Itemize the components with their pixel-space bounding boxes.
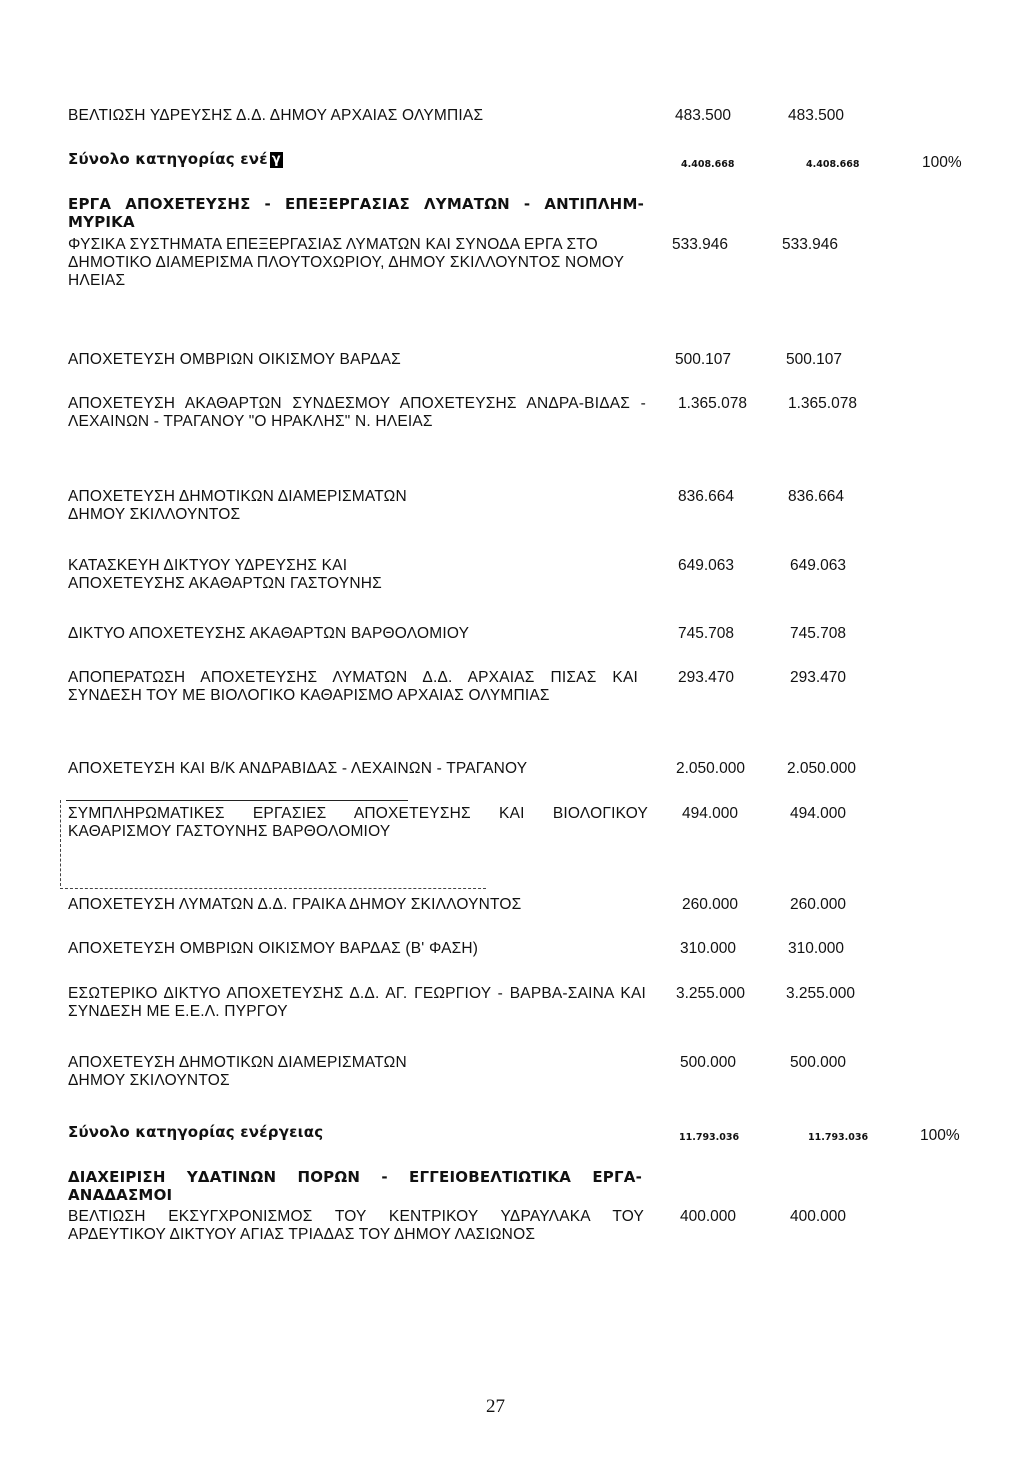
item-budget-value: 649.063 — [678, 557, 735, 574]
item-budget-value: 533.946 — [672, 236, 729, 253]
item-budget-value: 260.000 — [682, 896, 739, 913]
item-budget-value: 500.107 — [675, 351, 732, 368]
item-contract-value: 500.000 — [790, 1054, 847, 1071]
item-description: ΣΥΜΠΛΗΡΩΜΑΤΙΚΕΣ ΕΡΓΑΣΙΕΣ ΑΠΟΧΕΤΕΥΣΗΣ ΚΑΙ ΒΙΟΛΟΓΙΚΟΥ ΚΑΘΑΡΙΣΜΟΥ ΓΑΣΤΟΥΝΗΣ ΒΑΡΘΟΛΟΜΙΟΥ — [68, 805, 648, 840]
item-description: ΑΠΟΧΕΤΕΥΣΗ ΟΜΒΡΙΩΝ ΟΙΚΙΣΜΟΥ ΒΑΡΔΑΣ — [68, 351, 401, 368]
scan-frame-line — [60, 800, 61, 886]
item-contract-value: 3.255.000 — [786, 985, 855, 1002]
item-description: ΕΣΩΤΕΡΙΚΟ ΔΙΚΤΥΟ ΑΠΟΧΕΤΕΥΣΗΣ Δ.Δ. ΑΓ. ΓΕΩΡΓΙΟΥ - ΒΑΡΒΑ-ΣΑΙΝΑ ΚΑΙ ΣΥΝΔΕΣΗ ΜΕ Ε.Ε.Λ. ΠΥΡΓΟΥ — [68, 985, 646, 1020]
item-description: ΑΠΟΧΕΤΕΥΣΗ ΟΜΒΡΙΩΝ ΟΙΚΙΣΜΟΥ ΒΑΡΔΑΣ (Β' ΦΑΣΗ) — [68, 940, 479, 957]
item-description: ΑΠΟΧΕΤΕΥΣΗ ΚΑΙ Β/Κ ΑΝΔΡΑΒΙΔΑΣ - ΛΕΧΑΙΝΩΝ - ΤΡΑΓΑΝΟΥ — [68, 760, 528, 777]
item-description: ΒΕΛΤΙΩΣΗ ΥΔΡΕΥΣΗΣ Δ.Δ. ΔΗΜΟΥ ΑΡΧΑΙΑΣ ΟΛΥΜΠΙΑΣ — [68, 107, 484, 124]
item-budget-value: 500.000 — [680, 1054, 737, 1071]
item-contract-value: 500.107 — [786, 351, 843, 368]
item-contract-value: 533.946 — [782, 236, 839, 253]
item-budget-value: 400.000 — [680, 1208, 737, 1225]
item-budget-value: 836.664 — [678, 488, 735, 505]
category-total-budget: 11.793.036 — [679, 1132, 740, 1143]
item-description: ΒΕΛΤΙΩΣΗ ΕΚΣΥΓΧΡΟΝΙΣΜΟΣ ΤΟΥ ΚΕΝΤΡΙΚΟΥ ΥΔΡΑΥΛΑΚΑ ΤΟΥ ΑΡΔΕΥΤΙΚΟΥ ΔΙΚΤΥΟΥ ΑΓΙΑΣ ΤΡΙΑΔΑΣ ΤΟΥ ΔΗΜΟΥ ΛΑΣΙΩΝΟΣ — [68, 1208, 644, 1243]
item-contract-value: 400.000 — [790, 1208, 847, 1225]
item-budget-value: 3.255.000 — [676, 985, 745, 1002]
category-total-percent: 100% — [922, 154, 962, 171]
scan-artifact: γ — [271, 152, 281, 167]
category-total-label-text: Σύνολο κατηγορίας ενέ — [68, 150, 268, 168]
item-contract-value: 310.000 — [788, 940, 845, 957]
item-contract-value: 494.000 — [790, 805, 847, 822]
item-description: ΑΠΟΧΕΤΕΥΣΗ ΑΚΑΘΑΡΤΩΝ ΣΥΝΔΕΣΜΟΥ ΑΠΟΧΕΤΕΥΣΗΣ ΑΝΔΡΑ-ΒΙΔΑΣ - ΛΕΧΑΙΝΩΝ - ΤΡΑΓΑΝΟΥ "Ο ΗΡΑΚΛΗΣ" Ν. ΗΛΕΙΑΣ — [68, 395, 646, 430]
item-contract-value: 745.708 — [790, 625, 847, 642]
category-total-budget: 4.408.668 — [681, 159, 735, 170]
item-budget-value: 310.000 — [680, 940, 737, 957]
section-heading: ΔΙΑΧΕΙΡΙΣΗ ΥΔΑΤΙΝΩΝ ΠΟΡΩΝ - ΕΓΓΕΙΟΒΕΛΤΙΩΤΙΚΑ ΕΡΓΑ-ΑΝΑΔΑΣΜΟΙ — [68, 1168, 642, 1204]
item-description: ΑΠΟΧΕΤΕΥΣΗ ΛΥΜΑΤΩΝ Δ.Δ. ΓΡΑΙΚΑ ΔΗΜΟΥ ΣΚΙΛΛΟΥΝΤΟΣ — [68, 896, 522, 913]
category-total-label: Σύνολο κατηγορίας ενέργειας — [68, 1123, 324, 1141]
item-budget-value: 293.470 — [678, 669, 735, 686]
item-budget-value: 483.500 — [675, 107, 732, 124]
category-total-label — [68, 150, 648, 168]
item-contract-value: 483.500 — [788, 107, 845, 124]
item-contract-value: 260.000 — [790, 896, 847, 913]
item-description: ΑΠΟΧΕΤΕΥΣΗ ΔΗΜΟΤΙΚΩΝ ΔΙΑΜΕΡΙΣΜΑΤΩΝ ΔΗΜΟΥ ΣΚΙΛΛΟΥΝΤΟΣ — [68, 488, 407, 523]
scan-frame-line — [66, 800, 408, 801]
item-contract-value: 1.365.078 — [788, 395, 857, 412]
item-contract-value: 2.050.000 — [787, 760, 856, 777]
item-description: ΦΥΣΙΚΑ ΣΥΣΤΗΜΑΤΑ ΕΠΕΞΕΡΓΑΣΙΑΣ ΛΥΜΑΤΩΝ ΚΑΙ ΣΥΝΟΔΑ ΕΡΓΑ ΣΤΟ ΔΗΜΟΤΙΚΟ ΔΙΑΜΕΡΙΣΜΑ ΠΛΟΥΤΟΧΩΡΙΟΥ, ΔΗΜΟΥ ΣΚΙΛΛΟΥΝΤΟΣ ΝΟΜΟΥ ΗΛΕΙΑΣ — [68, 236, 624, 289]
item-description: ΔΙΚΤΥΟ ΑΠΟΧΕΤΕΥΣΗΣ ΑΚΑΘΑΡΤΩΝ ΒΑΡΘΟΛΟΜΙΟΥ — [68, 625, 470, 642]
item-budget-value: 2.050.000 — [676, 760, 745, 777]
item-budget-value: 494.000 — [682, 805, 739, 822]
item-contract-value: 836.664 — [788, 488, 845, 505]
item-contract-value: 649.063 — [790, 557, 847, 574]
item-budget-value: 1.365.078 — [678, 395, 747, 412]
item-description: ΑΠΟΧΕΤΕΥΣΗ ΔΗΜΟΤΙΚΩΝ ΔΙΑΜΕΡΙΣΜΑΤΩΝ ΔΗΜΟΥ ΣΚΙΛΟΥΝΤΟΣ — [68, 1054, 407, 1089]
item-description: ΚΑΤΑΣΚΕΥΗ ΔΙΚΤΥΟΥ ΥΔΡΕΥΣΗΣ ΚΑΙ ΑΠΟΧΕΤΕΥΣΗΣ ΑΚΑΘΑΡΤΩΝ ΓΑΣΤΟΥΝΗΣ — [68, 557, 382, 592]
scan-frame-line — [60, 888, 486, 889]
item-contract-value: 293.470 — [790, 669, 847, 686]
page-number: 27 — [486, 1396, 505, 1417]
item-budget-value: 745.708 — [678, 625, 735, 642]
category-total-contract: 4.408.668 — [806, 159, 860, 170]
category-total-percent: 100% — [920, 1127, 960, 1144]
category-total-contract: 11.793.036 — [808, 1132, 869, 1143]
section-heading: ΕΡΓΑ ΑΠΟΧΕΤΕΥΣΗΣ - ΕΠΕΞΕΡΓΑΣΙΑΣ ΛΥΜΑΤΩΝ - ΑΝΤΙΠΛΗΜ-ΜΥΡΙΚΑ — [68, 195, 644, 231]
item-description: ΑΠΟΠΕΡΑΤΩΣΗ ΑΠΟΧΕΤΕΥΣΗΣ ΛΥΜΑΤΩΝ Δ.Δ. ΑΡΧΑΙΑΣ ΠΙΣΑΣ ΚΑΙ ΣΥΝΔΕΣΗ ΤΟΥ ΜΕ ΒΙΟΛΟΓΙΚΟ ΚΑΘΑΡΙΣΜΟ ΑΡΧΑΙΑΣ ΟΛΥΜΠΙΑΣ — [68, 669, 638, 704]
